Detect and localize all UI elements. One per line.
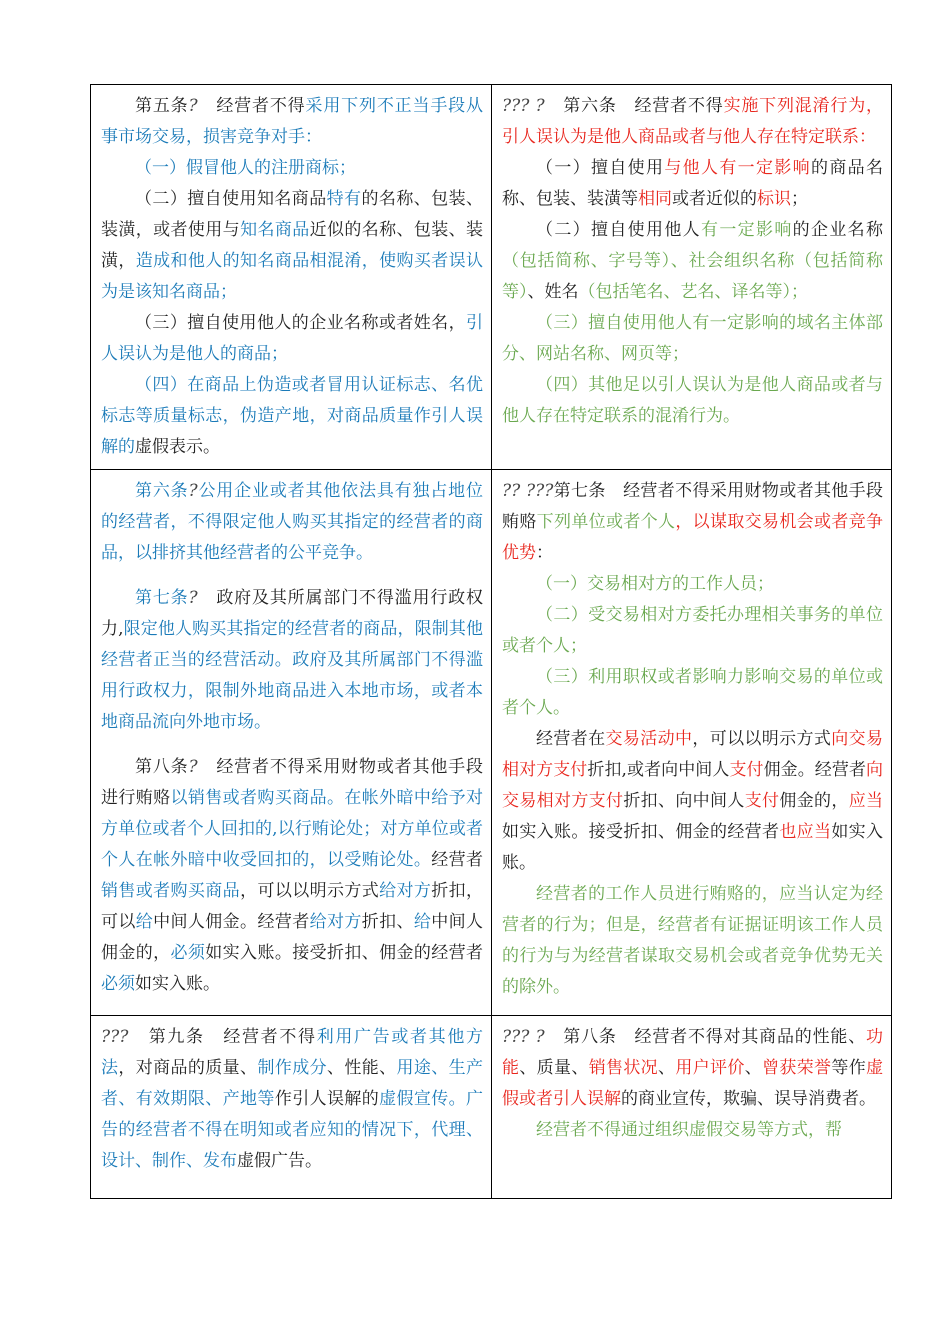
article-5-intro: 第五条? 经营者不得采用下列不正当手段从事市场交易，损害竞争对手： [101,96,484,147]
article-6-new-intro: ??? ? 第六条 经营者不得实施下列混淆行为，引人误认为是他人商品或者与他人存在特定联系： [502,96,884,147]
article-8-new-para-2: 经营者不得通过组织虚假交易等方式，帮 [536,1120,842,1140]
article-9-old: ??? 第九条 经营者不得利用广告或者其他方法，对商品的质量、制作成分、性能、用途、生产者、有效期限、产地等作引人误解的虚假宣传。广告的经营者不得在明知或者应知的情况下，代理、设计、制作、发布虚假广告。 [101,1027,484,1171]
article-6-old: 第六条?公用企业或者其他依法具有独占地位的经营者，不得限定他人购买其指定的经营者的商品，以排挤其他经营者的公平竞争。 [101,481,484,563]
article-5-item-4: （四）在商品上伪造或者冒用认证标志、名优标志等质量标志，伪造产地，对商品质量作引人误解的虚假表示。 [101,375,483,457]
article-6-new-item-2: （二）擅自使用他人有一定影响的企业名称（包括简称、字号等）、社会组织名称（包括简称等）、姓名（包括笔名、艺名、译名等）； [502,220,884,302]
new-law-cell [491,85,892,469]
article-5-item-3: （三）擅自使用他人的企业名称或者姓名，引人误认为是他人的商品； [101,313,483,364]
article-8-new: ??? ? 第八条 经营者不得对其商品的性能、功能、质量、销售状况、用户评价、曾获荣誉等作虚假或者引人误解的商业宣传，欺骗、误导消费者。 [502,1027,884,1109]
new-law-cell [491,470,892,1015]
table-row [90,1015,892,1199]
old-law-cell [90,470,491,1015]
table-row [90,84,892,469]
article-6-new-item-3: （三）擅自使用他人有一定影响的域名主体部分、网站名称、网页等； [502,313,883,364]
article-7-new-para-2: 经营者在交易活动中，可以以明示方式向交易相对方支付折扣,或者向中间人支付佣金。经营者向交易相对方支付折扣、向中间人支付佣金的，应当如实入账。接受折扣、佣金的经营者也应当如实入账。 [502,729,884,873]
article-8-old: 第八条? 经营者不得采用财物或者其他手段进行贿赂以销售或者购买商品。在帐外暗中给予对方单位或者个人回扣的,以行贿论处；对方单位或者个人在帐外暗中收受回扣的，以受贿论处。经营者销售或者购买商品，可以以明示方式给对方折扣，可以给中间人佣金。经营者给对方折扣、给中间人佣金的，必须如实入账。接受折扣、佣金的经营者必须如实入账。 [101,757,484,994]
article-7-new-item-1: （一）交易相对方的工作人员； [536,574,774,594]
article-5-item-1: （一）假冒他人的注册商标； [135,158,356,178]
article-7-new-item-2: （二）受交易相对方委托办理相关事务的单位或者个人； [502,605,883,656]
old-law-cell [90,85,491,469]
comparison-table [90,84,892,1199]
article-6-new-item-4: （四）其他足以引人误认为是他人商品或者与他人存在特定联系的混淆行为。 [502,375,883,426]
old-law-cell [90,1016,491,1198]
table-row [90,469,892,1015]
article-5-item-2: （二）擅自使用知名商品特有的名称、包装、装潢，或者使用与知名商品近似的名称、包装、装潢，造成和他人的知名商品相混淆，使购买者误认为是该知名商品； [101,189,484,302]
article-7-new-intro: ?? ???第七条 经营者不得采用财物或者其他手段贿赂下列单位或者个人，以谋取交易机会或者竞争优势： [502,481,884,563]
article-7-old: 第七条? 政府及其所属部门不得滥用行政权力,限定他人购买其指定的经营者的商品，限制其他经营者正当的经营活动。政府及其所属部门不得滥用行政权力，限制外地商品进入本地市场，或者本地商品流向外地市场。 [101,588,484,732]
article-7-new-item-3: （三）利用职权或者影响力影响交易的单位或者个人。 [502,667,883,718]
new-law-cell [491,1016,892,1198]
article-6-new-item-1: （一）擅自使用与他人有一定影响的商品名称、包装、装潢等相同或者近似的标识； [502,158,884,209]
article-7-new-para-3: 经营者的工作人员进行贿赂的，应当认定为经营者的行为；但是，经营者有证据证明该工作人员的行为与为经营者谋取交易机会或者竞争优势无关的除外。 [502,884,883,997]
